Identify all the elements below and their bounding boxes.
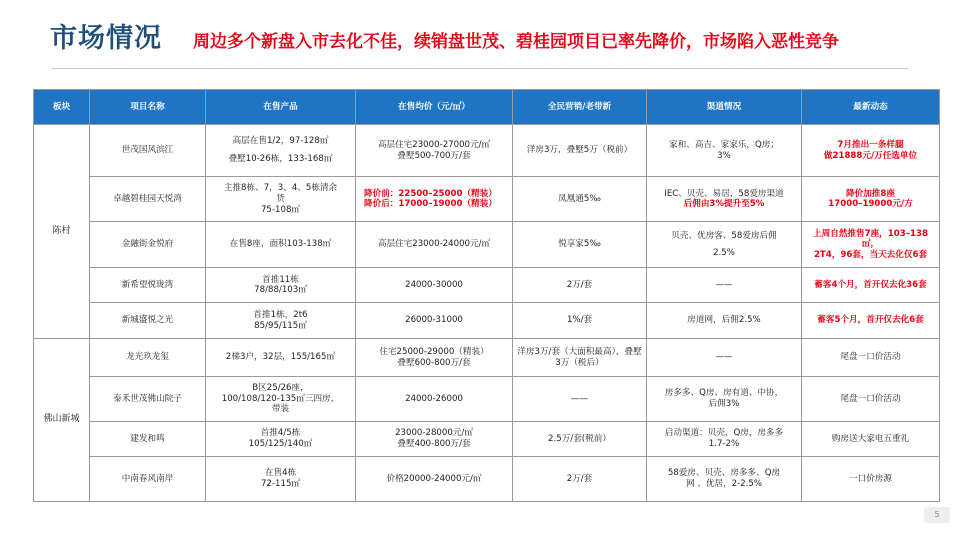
headline: 周边多个新盘入市去化不佳，续销盘世茂、碧桂园项目已率先降价，市场陷入恶性竞争: [193, 32, 839, 52]
channel-cell: 房道网，后佣2.5%: [647, 303, 802, 339]
project-name: 新希望悦珑湾: [90, 268, 206, 303]
marketing-cell: 2万/套: [513, 456, 647, 501]
channel-cell: 58爱房、贝壳、房多多、Q房 网 、优居，2-2.5%: [647, 456, 802, 501]
table-row: [34, 339, 940, 377]
column-header: 全民营销/老带新: [513, 90, 647, 125]
price-cell: 降价前：22500–25000（精装） 降价后：17000–19000（精装）: [356, 177, 513, 222]
product-cell: 在售8座，面积103-138㎡: [206, 222, 356, 268]
news-cell: 一口价房源: [802, 456, 940, 501]
column-header: 最新动态: [802, 90, 940, 125]
marketing-cell: 2.5万/套(税前）: [513, 422, 647, 457]
table-row: [34, 422, 940, 457]
channel-cell: 房多多、Q房、房有道、中协， 后佣3%: [647, 376, 802, 421]
table-row: [34, 456, 940, 501]
price-cell: 23000-28000元/㎡ 叠墅400-800万/套: [356, 422, 513, 457]
column-header: 在售均价（元/㎡）: [356, 90, 513, 125]
region-cell: 陈村: [34, 125, 90, 339]
price-cell: 价格20000-24000元/㎡: [356, 456, 513, 501]
product-cell: 首推1栋，2t6 85/95/115㎡: [206, 303, 356, 339]
project-name: 中南春风南岸: [90, 456, 206, 501]
product-cell: 高层在售1/2，97-128㎡ 叠墅10-26栋，133-168㎡: [206, 125, 356, 177]
marketing-cell: ——: [513, 376, 647, 421]
news-cell: 尾盘一口价活动: [802, 339, 940, 377]
channel-cell: 贝壳、优房客、58爱房后佣 2.5%: [647, 222, 802, 268]
column-header: 项目名称: [90, 90, 206, 125]
project-name: 世茂国风滨江: [90, 125, 206, 177]
product-cell: 2梯3户，32层，155/165㎡: [206, 339, 356, 377]
news-cell: 降价加推8座 17000–19000元/方: [802, 177, 940, 222]
product-cell: B区25/26座， 100/108/120-135㎡三四房， 带装: [206, 376, 356, 421]
marketing-cell: 悦享家5‰: [513, 222, 647, 268]
channel-cell: 家和、高吉、家家乐，Q房； 3%: [647, 125, 802, 177]
table-row: [34, 177, 940, 222]
product-cell: 主推8栋、7，3、4、5栋清余 货 75-108㎡: [206, 177, 356, 222]
marketing-cell: 1%/套: [513, 303, 647, 339]
price-cell: 高层住宅23000-27000元/㎡ 叠墅500-700万/套: [356, 125, 513, 177]
marketing-cell: 洋房3万，叠墅5万（税前）: [513, 125, 647, 177]
price-cell: 高层住宅23000-24000元/㎡: [356, 222, 513, 268]
marketing-cell: 凤凰通5‰: [513, 177, 647, 222]
table-row: [34, 268, 940, 303]
price-cell: 26000-31000: [356, 303, 513, 339]
channel-cell: IEC、贝壳、易居，58爱房渠道 后佣由3%提升至5%: [647, 177, 802, 222]
table-row: [34, 125, 940, 177]
table-header-row: [34, 90, 940, 125]
table-row: [34, 222, 940, 268]
price-cell: 住宅25000-29000（精装） 叠墅600-800万/套: [356, 339, 513, 377]
news-cell: 蓄客5个月，首开仅去化6套: [802, 303, 940, 339]
marketing-cell: 洋房3万/套（大面积最高），叠墅3万（税后）: [513, 339, 647, 377]
page-title: 市场情况: [50, 23, 162, 54]
table-row: [34, 376, 940, 421]
page-number: 5: [924, 507, 950, 523]
column-header: 板块: [34, 90, 90, 125]
price-cell: 24000-30000: [356, 268, 513, 303]
project-name: 泰禾世茂佛山院子: [90, 376, 206, 421]
table-row: [34, 303, 940, 339]
news-cell: 购房送大家电五重礼: [802, 422, 940, 457]
news-cell: 蓄客4个月，首开仅去化36套: [802, 268, 940, 303]
channel-cell: 启动渠道：贝壳，Q房，房多多 1.7-2%: [647, 422, 802, 457]
channel-cell: ——: [647, 339, 802, 377]
product-cell: 首推4/5栋 105/125/140㎡: [206, 422, 356, 457]
project-name: 建发和鸣: [90, 422, 206, 457]
project-name: 金融街金悦府: [90, 222, 206, 268]
market-table: [33, 89, 940, 502]
marketing-cell: 2万/套: [513, 268, 647, 303]
product-cell: 首推11栋 78/88/103㎡: [206, 268, 356, 303]
region-cell: 佛山新城: [34, 339, 90, 502]
project-name: 龙光玖龙玺: [90, 339, 206, 377]
project-name: 卓越碧桂园天悦湾: [90, 177, 206, 222]
news-cell: 尾盘一口价活动: [802, 376, 940, 421]
news-cell: 上周自然推售7座，103–138㎡， 2T4，96套，当天去化仅6套: [802, 222, 940, 268]
channel-cell: ——: [647, 268, 802, 303]
price-cell: 24000-26000: [356, 376, 513, 421]
project-name: 新城盛悦之光: [90, 303, 206, 339]
product-cell: 在售4栋 72-115㎡: [206, 456, 356, 501]
column-header: 在售产品: [206, 90, 356, 125]
column-header: 渠道情况: [647, 90, 802, 125]
news-cell: 7月推出一条样腿 做21888元/万任选单位: [802, 125, 940, 177]
title-divider: [52, 68, 908, 69]
